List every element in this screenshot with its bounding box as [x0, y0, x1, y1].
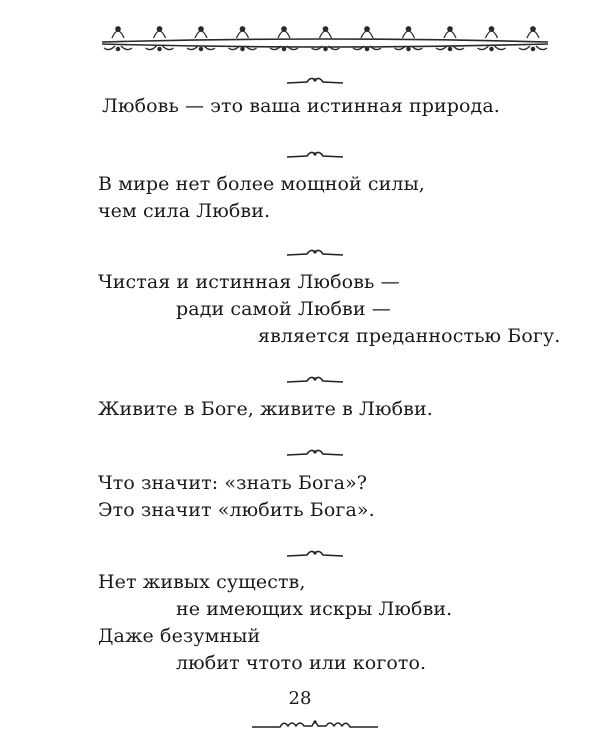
quote-3-line-2: ради самой Любви —: [176, 298, 391, 320]
quote-3-line-1: Чистая и истинная Любовь —: [98, 271, 400, 293]
section-divider-3: [285, 246, 345, 258]
quote-2-line-1: В мире нет более мощной силы,: [98, 173, 425, 195]
quote-5-line-2: Это значит «любить Бога».: [98, 499, 375, 521]
quote-3-line-3: является преданностью Богу.: [258, 325, 561, 347]
quote-5-line-1: Что значит: «знать Бога»?: [98, 472, 368, 494]
ornament-unit: [146, 27, 174, 51]
quote-6-line-3: Даже безумный: [98, 625, 261, 647]
section-divider-1: [285, 74, 345, 86]
quote-4-line-1: Живите в Боге, живите в Любви.: [98, 398, 433, 420]
page-number: 28: [288, 688, 312, 709]
ornament-unit: [478, 27, 506, 51]
bottom-ornament: [250, 717, 380, 731]
quote-6-line-1: Нет живых существ,: [98, 571, 306, 593]
quote-6-line-2: не имеющих искры Любви.: [176, 598, 453, 620]
top-ornament-border: [100, 22, 550, 56]
section-divider-4: [285, 373, 345, 385]
ornament-unit: [187, 27, 215, 51]
quote-1-line-1: Любовь — это ваша истинная природа.: [102, 95, 500, 117]
quote-6-line-4: любит чтото или когото.: [176, 652, 427, 674]
ornament-unit: [104, 27, 132, 51]
quote-2-line-2: чем сила Любви.: [98, 200, 271, 222]
section-divider-6: [285, 547, 345, 559]
section-divider-2: [285, 148, 345, 160]
ornament-unit: [519, 27, 547, 51]
section-divider-5: [285, 446, 345, 458]
ornament-unit: [436, 27, 464, 51]
